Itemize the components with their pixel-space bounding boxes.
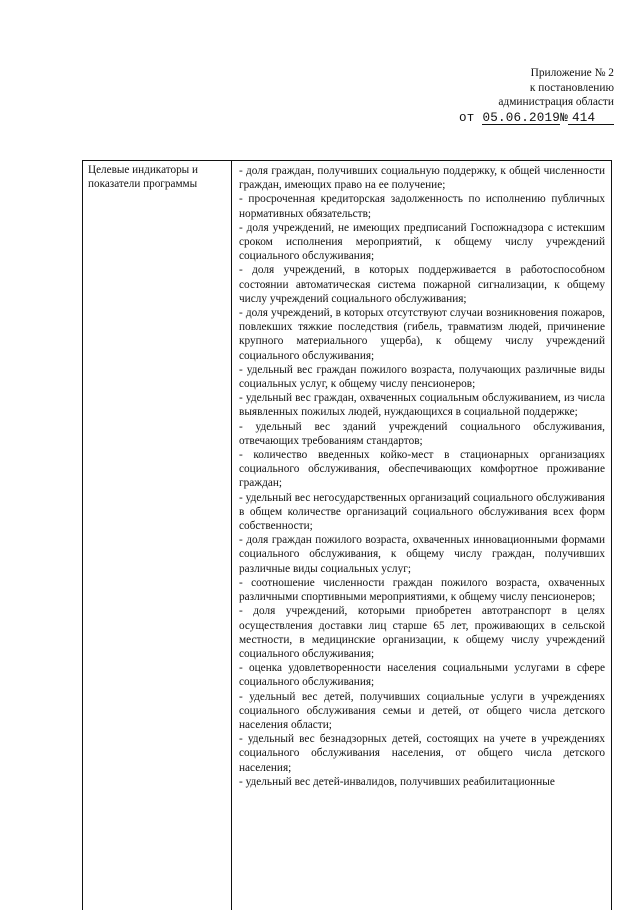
indicator-item: - удельный вес детей-инвалидов, получивших реабилитационные [239,775,555,788]
table-content-cell [232,161,611,910]
indicator-item: - удельный вес негосударственных организаций социального обслуживания в общем количестве организаций социального обслуживания всех форм собственности; [239,491,605,533]
appendix-title: Приложение № 2 [530,67,614,79]
indicator-item: - просроченная кредиторская задолженность по исполнению публичных нормативных обязательств; [239,193,605,220]
indicator-item: - удельный вес безнадзорных детей, состоящих на учете в учреждениях социального обслуживания населения, от общего числа детского населения; [239,733,605,774]
indicator-item: - доля учреждений, не имеющих предписаний Госпожнадзора с истекшим сроком исполнения мероприятий, к общему числу учреждений социального обслуживания; [239,221,605,263]
indicator-item: - доля учреждений, которыми приобретен автотранспорт в целях осуществления доставки лиц старше 65 лет, проживающих в сельской местности, в медицинские организации, к общему числу учреждений социального обслуживания; [239,605,605,660]
date-prefix: от [458,110,475,125]
decree-date-line [400,111,614,126]
indicator-item: - удельный вес зданий учреждений социального обслуживания, отвечающих требованиям стандартов; [239,420,605,447]
indicator-item: - доля граждан пожилого возраста, охваченных инновационными формами социального обслуживания, к общему числу граждан, получивших различные виды социальных услуг; [239,534,605,575]
indicator-item: - оценка удовлетворенности населения социальными услугами в сфере социального обслуживания; [239,662,605,689]
indicators-table [82,160,612,910]
indicator-item: - доля учреждений, в которых отсутствуют случаи возникновения пожаров, повлекших тяжкие последствия (гибель, травматизм людей, причинение крупного материального ущерба), к общему числу учреждений социального обслуживания; [239,307,605,362]
indicator-item: - доля граждан, получивших социальную поддержку, к общей численности граждан, имеющих право на ее получение; [239,165,605,192]
indicator-item: - соотношение численности граждан пожилого возраста, охваченных различными спортивными мероприятиями, к общему числу пенсионеров; [239,576,605,604]
appendix-subtitle: к постановлению [529,81,614,94]
table-label: Целевые индикаторы и показатели программы [88,164,198,190]
indicator-item: - удельный вес граждан, охваченных социальным обслуживанием, из числа выявленных пожилых людей, нуждающихся в социальной поддержке; [239,392,605,419]
indicator-item: - доля учреждений, в которых поддерживается в работоспособном состоянии автоматическая система пожарной сигнализации, к общему числу учреждений социального обслуживания; [239,264,605,305]
indicator-item: - количество введенных койко-мест в стационарных организациях социального обслуживания, обеспечивающих комфортное проживание граждан; [239,449,605,490]
issuing-authority: администрация области [498,96,614,109]
number-prefix: № [560,110,568,125]
indicator-item: - удельный вес граждан пожилого возраста, получающих различные виды социальных услуг, к общему числу пенсионеров; [239,363,605,391]
decree-number: 414 [568,112,614,125]
indicator-item: - удельный вес детей, получивших социальные услуги в учреждениях социального обслуживания семьи и детей, от общего числа детского населения области; [239,690,605,731]
table-label-cell [83,161,232,910]
document-header [400,66,614,125]
decree-date: 05.06.2019 [482,110,561,125]
